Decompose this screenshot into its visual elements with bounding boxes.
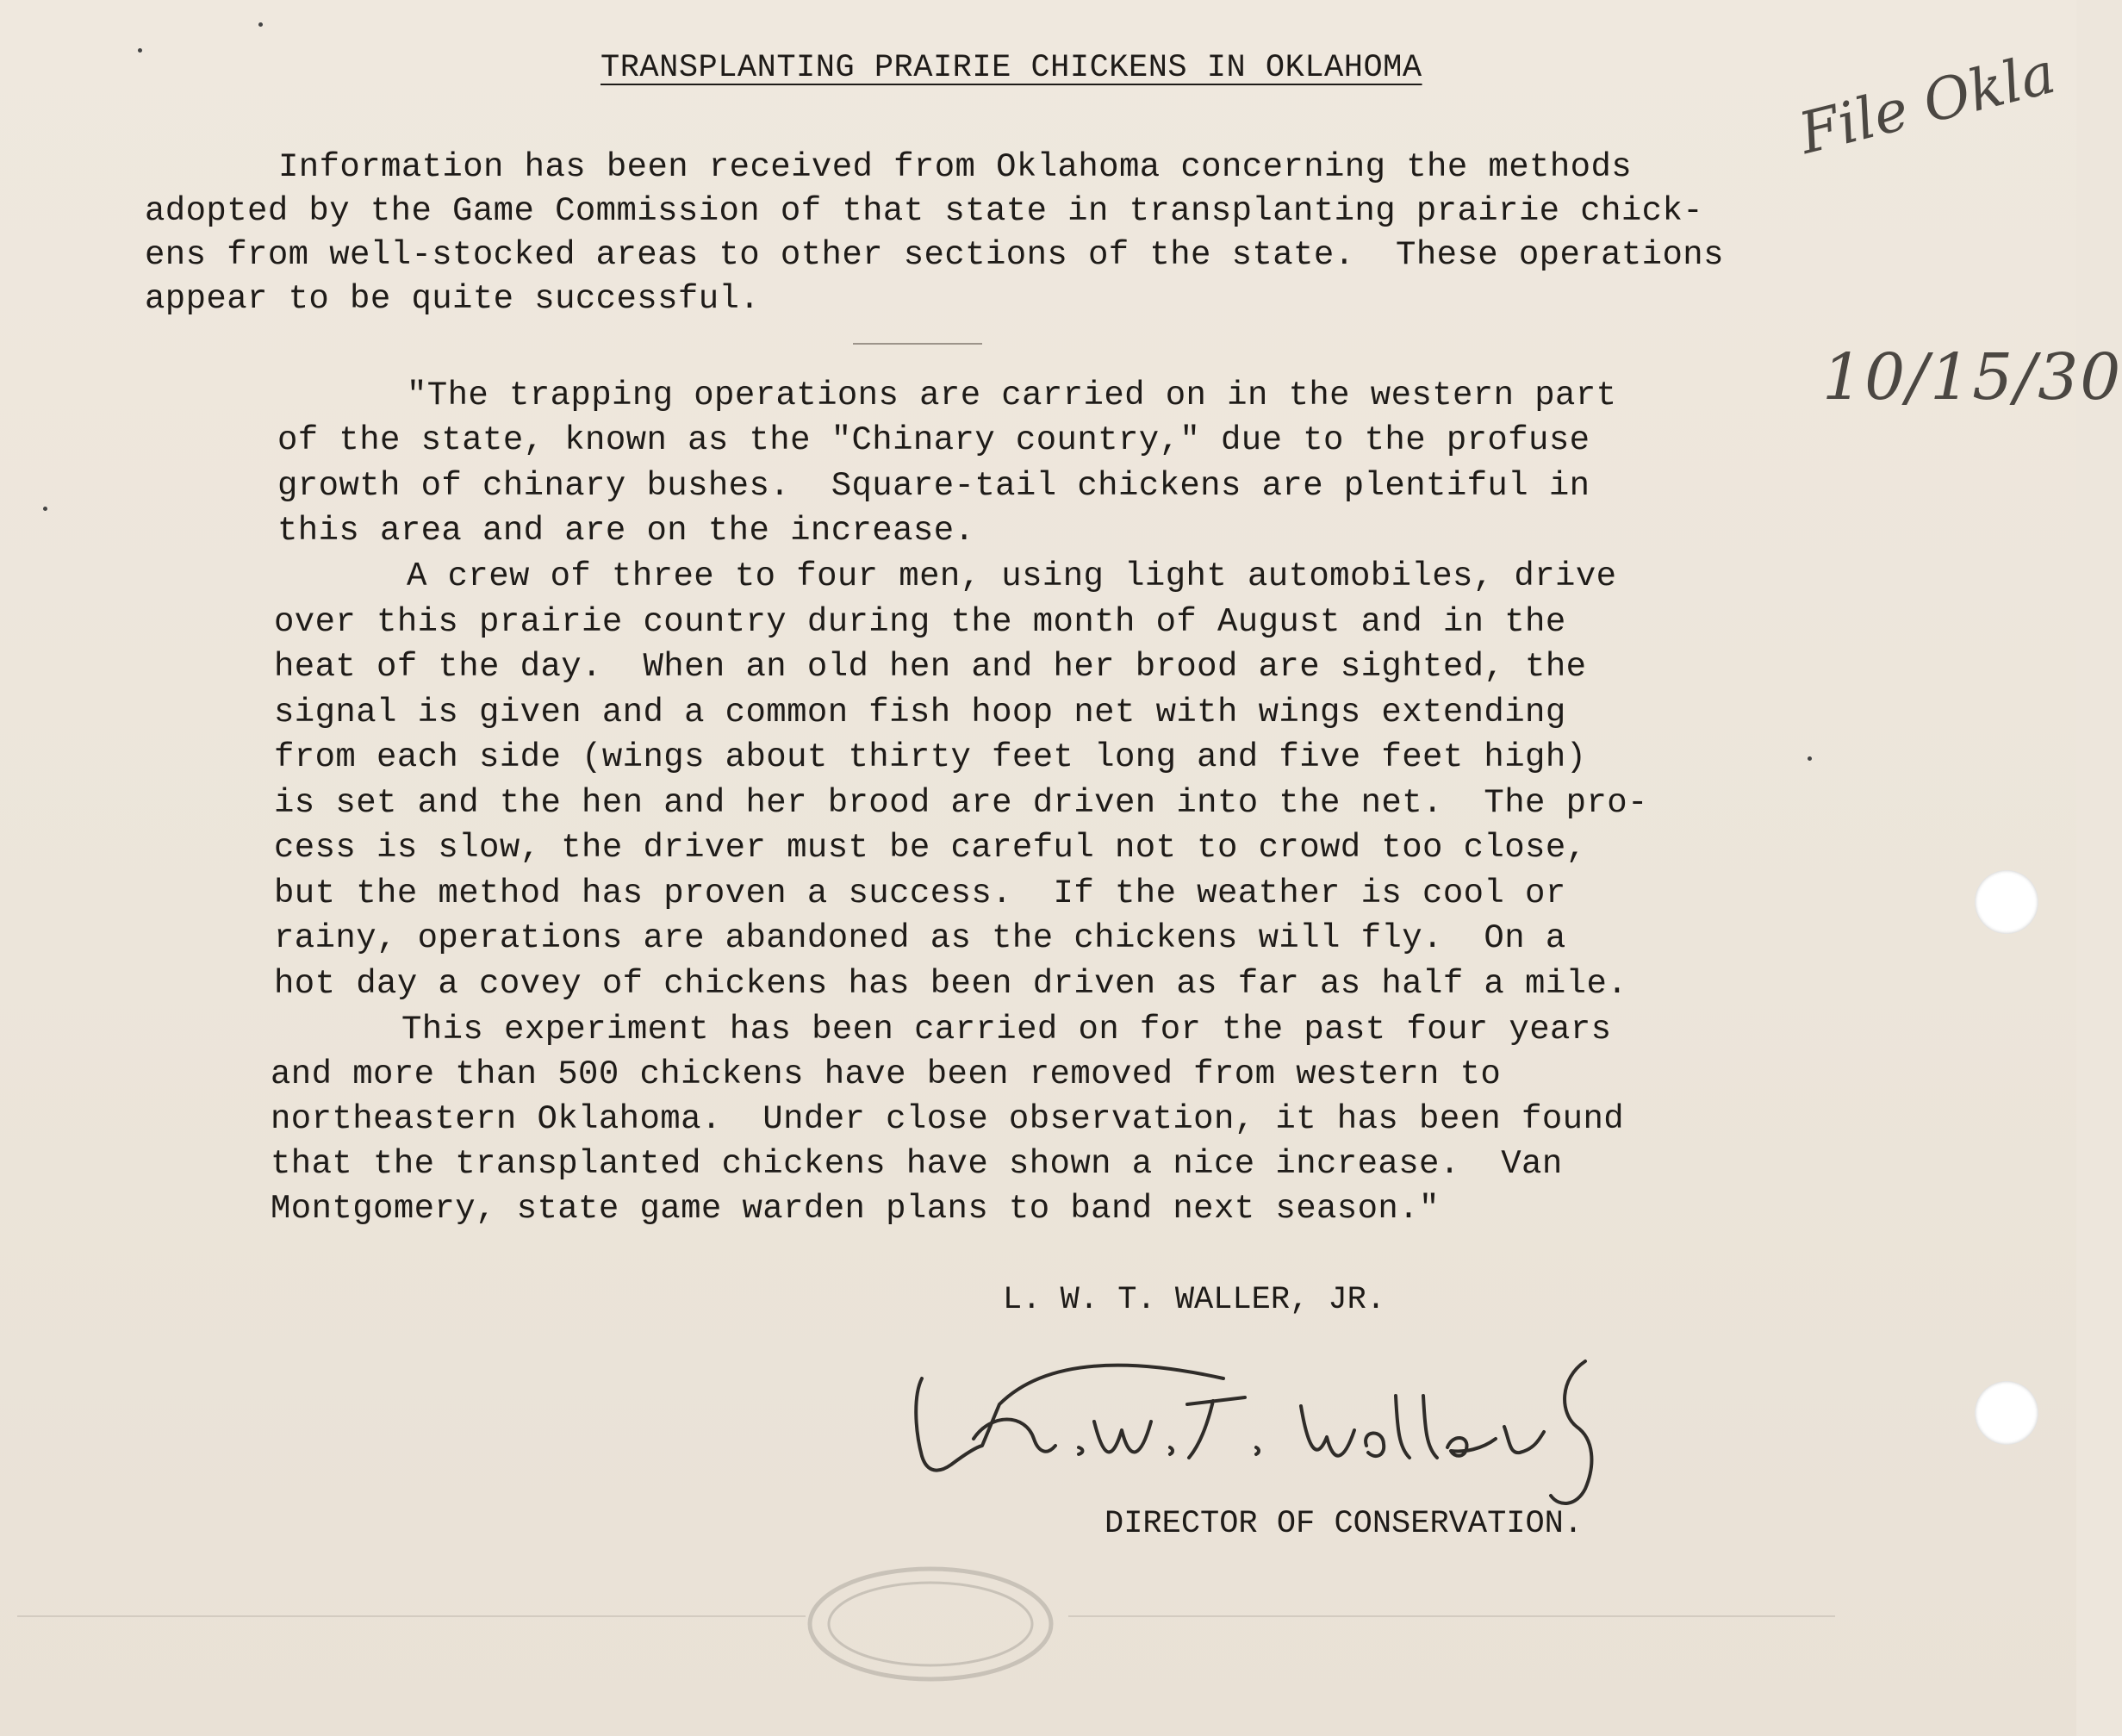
quote-line: signal is given and a common fish hoop net with wings extending (274, 694, 1566, 731)
quote-line: is set and the hen and her brood are driven into the net. The pro- (274, 784, 1648, 822)
quote-line: but the method has proven a success. If the weather is cool or (274, 874, 1566, 912)
handwritten-signature (896, 1344, 1637, 1508)
page-mark (1808, 756, 1812, 761)
intro-line: appear to be quite successful. (145, 280, 761, 318)
quote-line: rainy, operations are abandoned as the chickens will fly. On a (274, 919, 1566, 957)
page-mark (43, 507, 47, 511)
intro-line: adopted by the Game Commission of that state in transplanting prairie chick- (145, 192, 1704, 230)
quote-line: growth of chinary bushes. Square-tail chickens are plentiful in (277, 467, 1590, 505)
quote-line: that the transplanted chickens have shown a nice increase. Van (271, 1145, 1563, 1183)
quote-line: and more than 500 chickens have been removed from western to (271, 1055, 1502, 1093)
page-mark (258, 22, 263, 27)
quote-line: This experiment has been carried on for the past four years (401, 1011, 1612, 1048)
punch-hole (1975, 1381, 2038, 1445)
date-annotation: 10/15/30 (1822, 340, 2122, 414)
quote-line: from each side (wings about thirty feet long and five feet high) (274, 738, 1587, 776)
ghost-logo-oval (806, 1564, 1055, 1684)
quote-line: "The trapping operations are carried on in the western part (407, 376, 1617, 414)
punch-hole (1975, 870, 2038, 934)
quote-line: northeastern Oklahoma. Under close observation, it has been found (271, 1100, 1625, 1138)
quote-line: heat of the day. When an old hen and her brood are sighted, the (274, 648, 1587, 686)
signature-name: L. W. T. WALLER, JR. (1003, 1282, 1386, 1318)
intro-line: Information has been received from Oklahoma concerning the methods (278, 148, 1633, 186)
page-mark (138, 48, 142, 53)
quote-line: cess is slow, the driver must be careful not to crowd too close, (274, 829, 1587, 867)
intro-line: ens from well-stocked areas to other sections of the state. These operations (145, 236, 1724, 274)
section-divider (853, 343, 982, 345)
ghost-rule-left (17, 1615, 806, 1617)
ghost-rule-right (1068, 1615, 1835, 1617)
quote-line: over this prairie country during the month of August and in the (274, 603, 1566, 641)
document-title: TRANSPLANTING PRAIRIE CHICKENS IN OKLAHOMA (601, 50, 1422, 86)
quote-line: hot day a covey of chickens has been driven as far as half a mile. (274, 965, 1628, 1003)
quote-line: of the state, known as the "Chinary country," due to the profuse (277, 421, 1590, 459)
quote-line: this area and are on the increase. (277, 512, 975, 550)
signature-title: DIRECTOR OF CONSERVATION. (1105, 1506, 1584, 1542)
quote-line: Montgomery, state game warden plans to band next season." (271, 1190, 1440, 1228)
quote-line: A crew of three to four men, using light automobiles, drive (407, 557, 1617, 595)
file-annotation: File Okla (1792, 39, 2062, 167)
